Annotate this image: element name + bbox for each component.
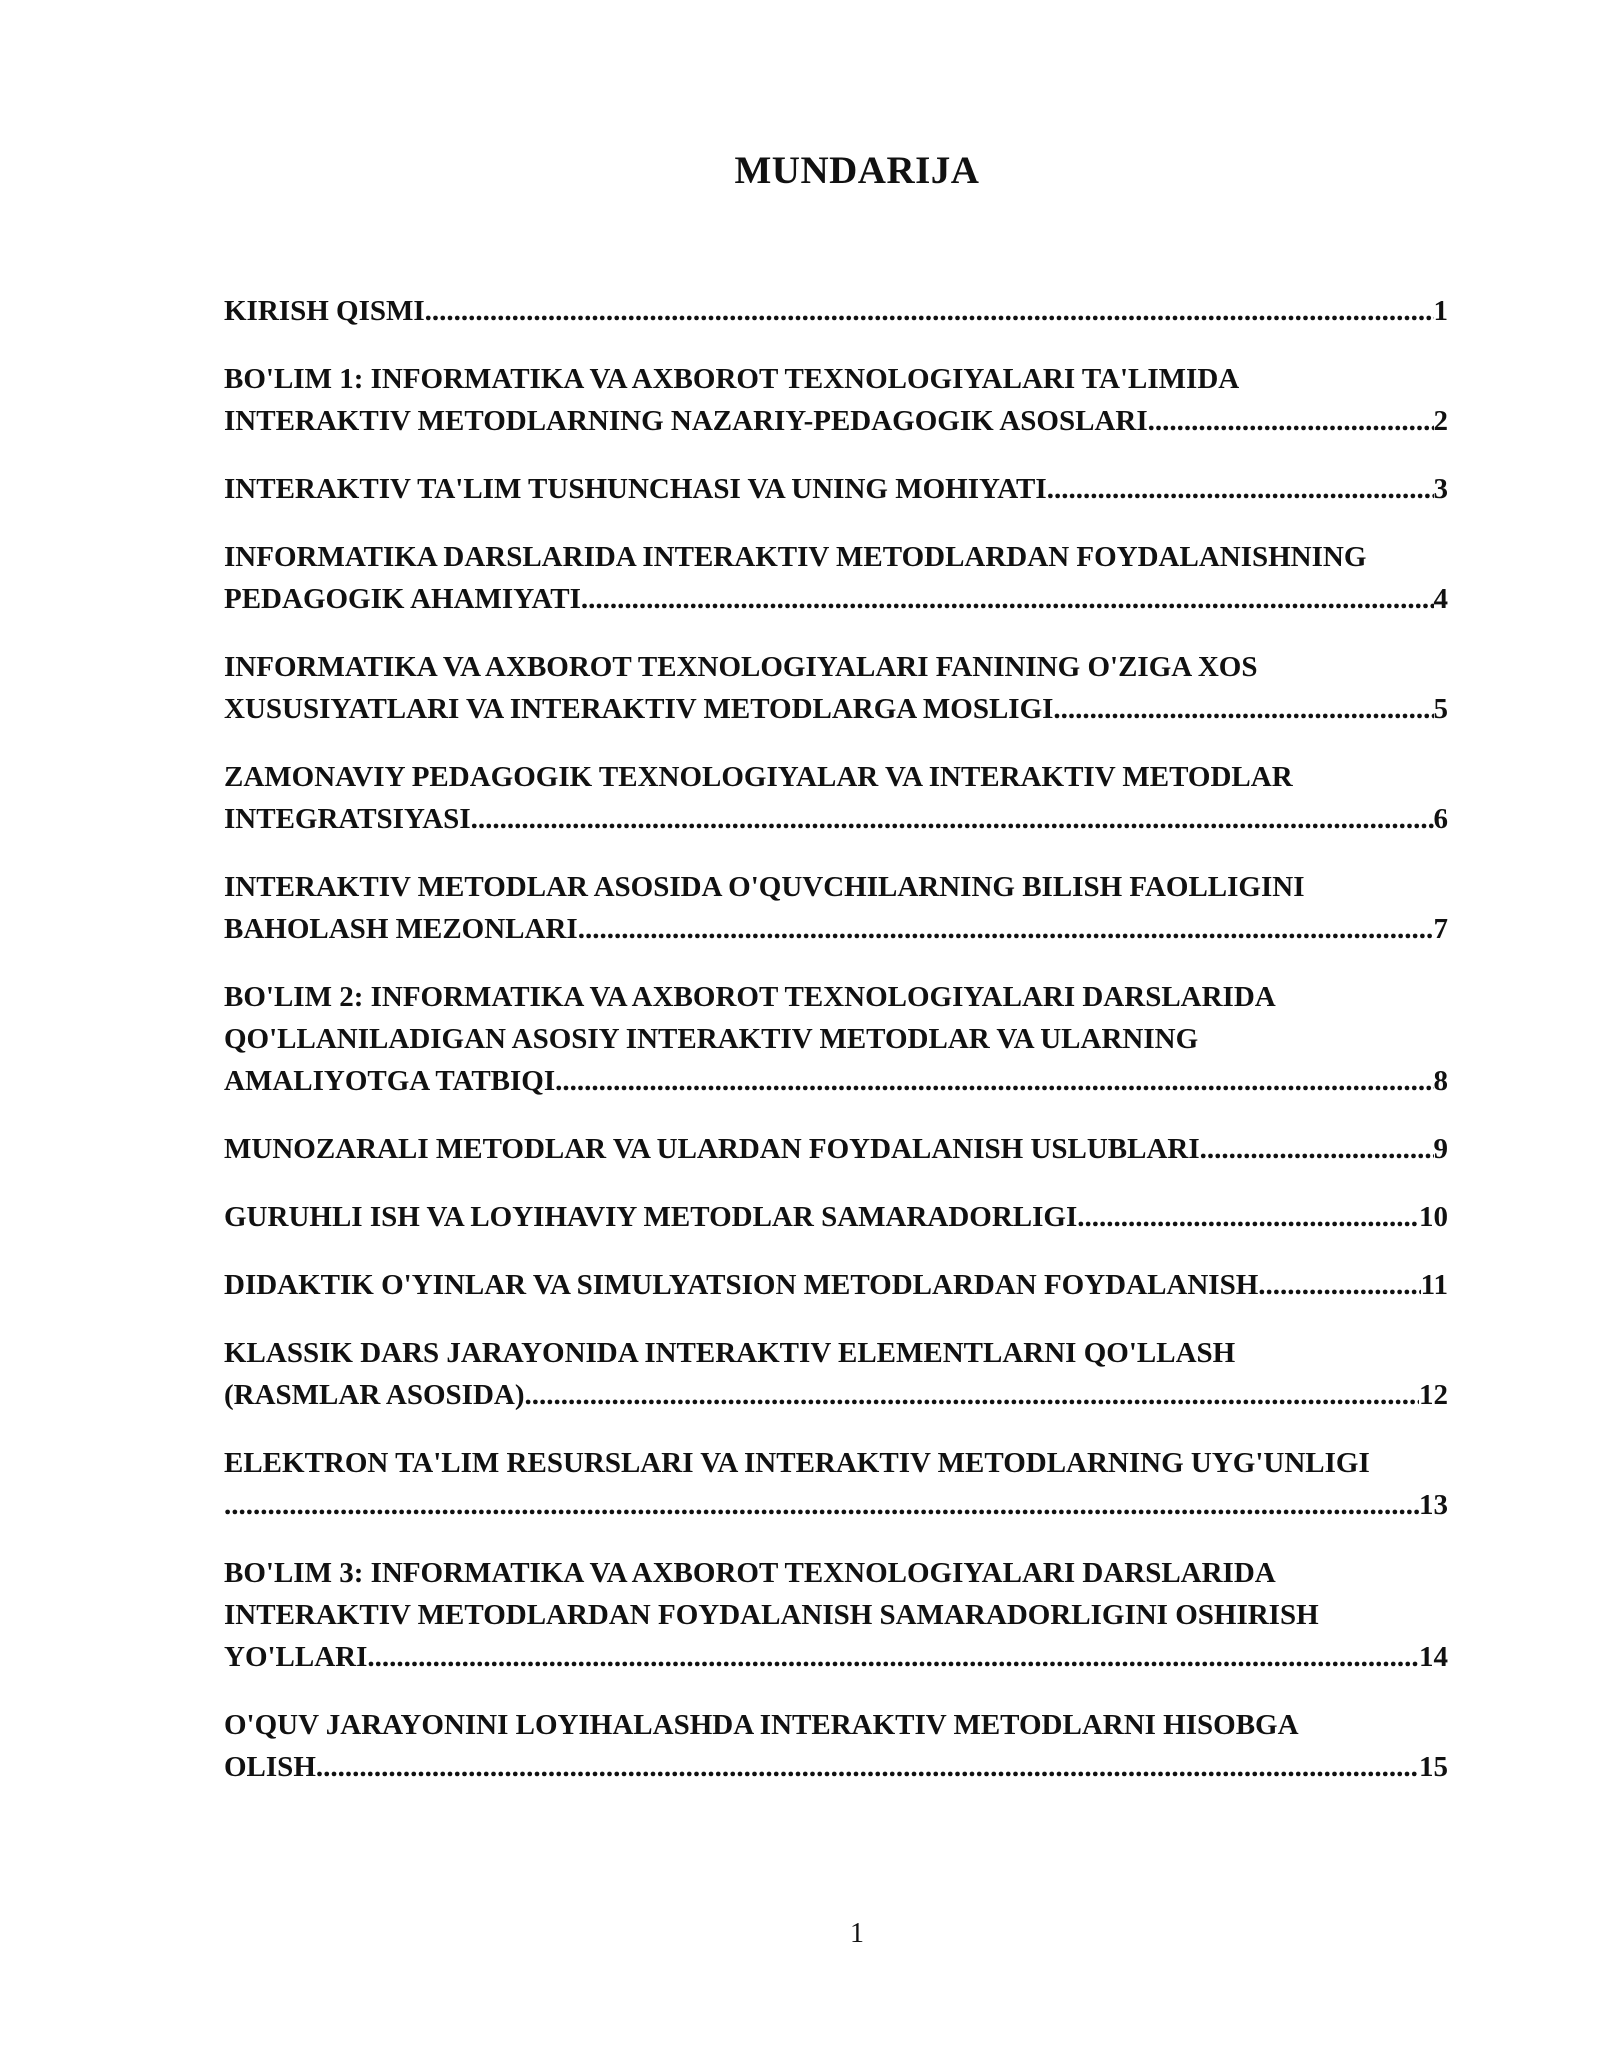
toc-entry [224,1264,1448,1306]
dot-leader [224,1484,1419,1526]
dot-leader [1077,1196,1419,1238]
toc-page-number: 1 [1433,295,1448,327]
toc-entry-final-line [224,400,1448,442]
dot-leader [1200,1128,1434,1170]
dot-leader [1053,688,1433,730]
toc-entry-final-line [224,688,1448,730]
toc-entry-text: INTERAKTIV METODLARNING NAZARIY-PEDAGOGIK ASOSLARI [224,405,1148,437]
toc-entry-final-line [224,908,1448,950]
dot-leader [471,798,1434,840]
toc-entry-text: YO'LLARI [224,1641,368,1673]
toc-entry-final-line [224,1060,1448,1102]
toc-entry-text: (RASMLAR ASOSIDA) [224,1379,525,1411]
toc-entry [224,646,1448,730]
toc-page-number: 4 [1433,583,1448,615]
table-of-contents [224,290,1448,1814]
toc-page-number: 15 [1419,1751,1448,1783]
toc-entry-text: MUNOZARALI METODLAR VA ULARDAN FOYDALANISH USLUBLARI [224,1133,1200,1165]
toc-entry [224,1128,1448,1170]
toc-entry-final-line [224,1746,1448,1788]
toc-entry-text: BO'LIM 2: INFORMATIKA VA AXBOROT TEXNOLOGIYALARI DARSLARIDA [224,981,1276,1013]
toc-entry-text: INTERAKTIV TA'LIM TUSHUNCHASI VA UNING MOHIYATI [224,473,1047,505]
toc-entry-text: INTEGRATSIYASI [224,803,471,835]
dot-leader [367,1636,1419,1678]
toc-entry-text: XUSUSIYATLARI VA INTERAKTIV METODLARGA MOSLIGI [224,693,1054,725]
toc-entry-text: INFORMATIKA VA AXBOROT TEXNOLOGIYALARI FANINING O'ZIGA XOS [224,651,1258,683]
toc-entry [224,1552,1448,1678]
toc-entry-text: ZAMONAVIY PEDAGOGIK TEXNOLOGIYALAR VA INTERAKTIV METODLAR [224,761,1293,793]
page-number: 1 [850,1918,864,1949]
toc-page-number: 2 [1433,405,1448,437]
toc-page-number: 5 [1433,693,1448,725]
toc-entry-text: OLISH [224,1751,316,1783]
toc-entry [224,1704,1448,1788]
toc-entry-final-line [224,468,1448,510]
toc-entry [224,1442,1448,1526]
page-title: MUNDARIJA [734,149,980,192]
toc-entry [224,976,1448,1102]
toc-page-number: 12 [1419,1379,1448,1411]
toc-entry-text: PEDAGOGIK AHAMIYATI [224,583,581,615]
toc-page-number: 13 [1419,1489,1448,1521]
toc-entry-text: INTERAKTIV METODLARDAN FOYDALANISH SAMARADORLIGINI OSHIRISH [224,1599,1319,1631]
toc-entry-final-line [224,1374,1448,1416]
toc-entry-text: QO'LLANILADIGAN ASOSIY INTERAKTIV METODLAR VA ULARNING [224,1023,1199,1055]
dot-leader [555,1060,1433,1102]
toc-page-number: 6 [1433,803,1448,835]
toc-entry [224,468,1448,510]
toc-page-number: 8 [1433,1065,1448,1097]
toc-entry [224,290,1448,332]
toc-entry [224,756,1448,840]
toc-entry-final-line [224,1196,1448,1238]
toc-entry-text: DIDAKTIK O'YINLAR VA SIMULYATSION METODLARDAN FOYDALANISH [224,1269,1259,1301]
dot-leader [578,908,1434,950]
toc-entry [224,358,1448,442]
toc-entry-text: AMALIYOTGA TATBIQI [224,1065,556,1097]
dot-leader [1047,468,1434,510]
toc-entry [224,866,1448,950]
toc-entry-text: KLASSIK DARS JARAYONIDA INTERAKTIV ELEMENTLARNI QO'LLASH [224,1337,1236,1369]
dot-leader [581,578,1434,620]
dot-leader [316,1746,1419,1788]
toc-entry-final-line [224,1128,1448,1170]
toc-page-number: 3 [1433,473,1448,505]
toc-entry-text: BO'LIM 1: INFORMATIKA VA AXBOROT TEXNOLOGIYALARI TA'LIMIDA [224,363,1240,395]
toc-entry-final-line [224,1636,1448,1678]
toc-entry-text: O'QUV JARAYONINI LOYIHALASHDA INTERAKTIV METODLARNI HISOBGA [224,1709,1299,1741]
toc-entry-text: KIRISH QISMI [224,295,425,327]
toc-entry [224,1196,1448,1238]
toc-page-number: 7 [1433,913,1448,945]
toc-entry-text: INFORMATIKA DARSLARIDA INTERAKTIV METODLARDAN FOYDALANISHNING [224,541,1367,573]
toc-entry-final-line [224,578,1448,620]
toc-page-number: 10 [1419,1201,1448,1233]
toc-entry-text: GURUHLI ISH VA LOYIHAVIY METODLAR SAMARADORLIGI [224,1201,1078,1233]
dot-leader [1148,400,1434,442]
dot-leader [1258,1264,1420,1306]
toc-entry [224,536,1448,620]
toc-page-number: 9 [1433,1133,1448,1165]
toc-entry-text: INTERAKTIV METODLAR ASOSIDA O'QUVCHILARNING BILISH FAOLLIGINI [224,871,1305,903]
toc-entry-final-line [224,1264,1448,1306]
toc-entry-text: BAHOLASH MEZONLARI [224,913,578,945]
toc-entry [224,1332,1448,1416]
toc-page-number: 14 [1419,1641,1448,1673]
toc-entry-text: ELEKTRON TA'LIM RESURSLARI VA INTERAKTIV METODLARNING UYG'UNLIGI [224,1447,1370,1479]
toc-entry-final-line [224,798,1448,840]
dot-leader [525,1374,1419,1416]
toc-entry-text: BO'LIM 3: INFORMATIKA VA AXBOROT TEXNOLOGIYALARI DARSLARIDA [224,1557,1276,1589]
toc-entry-final-line [224,1484,1448,1526]
toc-entry-final-line [224,290,1448,332]
dot-leader [425,290,1434,332]
toc-page-number: 11 [1420,1269,1448,1301]
